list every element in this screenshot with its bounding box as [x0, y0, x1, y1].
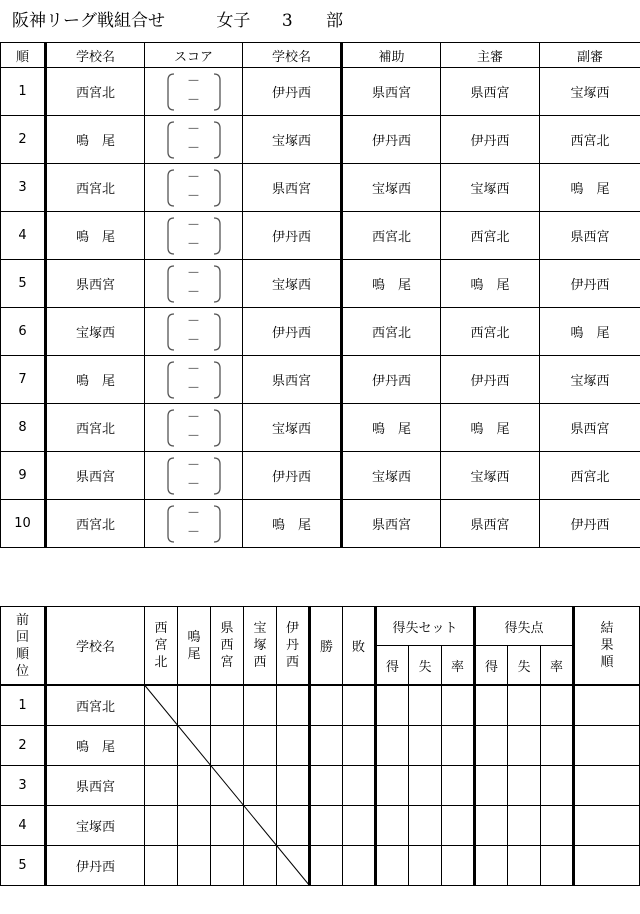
header-score: スコア [145, 43, 243, 68]
score-mark-top: － [186, 409, 200, 425]
loss-count[interactable] [343, 685, 376, 726]
sub-referee-team: 宝塚西 [540, 356, 640, 404]
score-field[interactable] [164, 167, 224, 209]
header-loss: 敗 [343, 607, 376, 686]
loss-count[interactable] [343, 726, 376, 766]
school-a: 県西宮 [46, 452, 145, 500]
school-b: 宝塚西 [243, 404, 342, 452]
referee-team: 鳴 尾 [441, 404, 540, 452]
set-gain[interactable] [376, 806, 409, 846]
prev-rank: 3 [1, 766, 46, 806]
match-result-cell[interactable] [244, 766, 277, 806]
header-point-group: 得失点 [475, 607, 574, 646]
header-point-rate: 率 [541, 646, 574, 686]
header-opp-1: 西宮北 [145, 607, 178, 686]
sub-referee-team: 県西宮 [540, 404, 640, 452]
standings-row [1, 726, 640, 766]
match-result-cell[interactable] [244, 806, 277, 846]
sub-referee-team: 県西宮 [540, 212, 640, 260]
header-result: 結果順 [574, 607, 640, 686]
match-order: 7 [1, 356, 46, 404]
set-rate[interactable] [442, 846, 475, 886]
match-result-cell[interactable] [178, 726, 211, 766]
match-order: 8 [1, 404, 46, 452]
loss-count[interactable] [343, 846, 376, 886]
match-result-cell[interactable] [178, 766, 211, 806]
final-rank[interactable] [574, 766, 640, 806]
schedule-row [1, 452, 640, 500]
point-loss[interactable] [508, 766, 541, 806]
score-mark-top: － [186, 169, 200, 185]
schedule-row [1, 500, 640, 548]
match-result-cell[interactable] [145, 726, 178, 766]
standings-row [1, 766, 640, 806]
schedule-table [0, 42, 640, 548]
referee-team: 宝塚西 [441, 452, 540, 500]
loss-count[interactable] [343, 766, 376, 806]
final-rank[interactable] [574, 726, 640, 766]
schedule-row [1, 404, 640, 452]
score-box [145, 164, 243, 212]
school-b: 伊丹西 [243, 452, 342, 500]
header-opp-5: 伊丹西 [277, 607, 310, 686]
referee-team: 宝塚西 [441, 164, 540, 212]
point-rate[interactable] [541, 806, 574, 846]
header-set-rate: 率 [442, 646, 475, 686]
referee-team: 鳴 尾 [441, 260, 540, 308]
point-gain[interactable] [475, 685, 508, 726]
match-result-cell[interactable] [211, 846, 244, 886]
aux-team: 鳴 尾 [342, 404, 441, 452]
score-box [145, 116, 243, 164]
point-rate[interactable] [541, 685, 574, 726]
set-rate[interactable] [442, 766, 475, 806]
school-b: 鳴 尾 [243, 500, 342, 548]
sub-referee-team: 伊丹西 [540, 500, 640, 548]
prev-rank: 1 [1, 685, 46, 726]
sub-referee-team: 伊丹西 [540, 260, 640, 308]
standings-row [1, 685, 640, 726]
school-name: 伊丹西 [46, 846, 145, 886]
final-rank[interactable] [574, 806, 640, 846]
score-mark-bottom: － [186, 380, 200, 396]
school-b: 宝塚西 [243, 260, 342, 308]
header-aux: 補助 [342, 43, 441, 68]
score-field[interactable] [164, 119, 224, 161]
set-rate[interactable] [442, 726, 475, 766]
set-rate[interactable] [442, 806, 475, 846]
aux-team: 宝塚西 [342, 164, 441, 212]
header-school-a: 学校名 [46, 43, 145, 68]
match-result-cell[interactable] [277, 766, 310, 806]
header-prev-rank: 前回順位 [1, 607, 46, 686]
point-gain[interactable] [475, 766, 508, 806]
score-mark-top: － [186, 361, 200, 377]
match-result-cell[interactable] [211, 726, 244, 766]
school-a: 西宮北 [46, 404, 145, 452]
score-mark-bottom: － [186, 524, 200, 540]
schedule-row [1, 308, 640, 356]
score-mark-bottom: － [186, 428, 200, 444]
score-mark-top: － [186, 265, 200, 281]
match-result-cell[interactable] [244, 726, 277, 766]
match-order: 2 [1, 116, 46, 164]
school-b: 宝塚西 [243, 116, 342, 164]
win-count[interactable] [310, 726, 343, 766]
score-mark-bottom: － [186, 140, 200, 156]
header-set-gain: 得 [376, 646, 409, 686]
set-gain[interactable] [376, 846, 409, 886]
title-number: 3 [281, 11, 293, 31]
prev-rank: 2 [1, 726, 46, 766]
final-rank[interactable] [574, 846, 640, 886]
header-opp-3: 県西宮 [211, 607, 244, 686]
score-mark-bottom: － [186, 284, 200, 300]
score-box [145, 356, 243, 404]
score-mark-top: － [186, 505, 200, 521]
match-order: 1 [1, 68, 46, 116]
schedule-row [1, 356, 640, 404]
school-a: 鳴 尾 [46, 116, 145, 164]
set-loss[interactable] [409, 846, 442, 886]
match-order: 5 [1, 260, 46, 308]
school-a: 県西宮 [46, 260, 145, 308]
match-result-cell[interactable] [244, 846, 277, 886]
schedule-header-row [1, 43, 640, 68]
match-result-cell[interactable] [178, 806, 211, 846]
point-gain[interactable] [475, 846, 508, 886]
match-result-cell[interactable] [145, 846, 178, 886]
standings-table [0, 606, 640, 886]
standings-row [1, 846, 640, 886]
schedule-row [1, 260, 640, 308]
sub-referee-team: 西宮北 [540, 116, 640, 164]
loss-count[interactable] [343, 806, 376, 846]
aux-team: 伊丹西 [342, 356, 441, 404]
score-mark-bottom: － [186, 332, 200, 348]
set-loss[interactable] [409, 685, 442, 726]
set-gain[interactable] [376, 766, 409, 806]
set-gain[interactable] [376, 726, 409, 766]
score-mark-top: － [186, 217, 200, 233]
referee-team: 西宮北 [441, 212, 540, 260]
score-mark-bottom: － [186, 92, 200, 108]
match-order: 10 [1, 500, 46, 548]
score-field[interactable] [164, 215, 224, 257]
school-b: 県西宮 [243, 164, 342, 212]
school-b: 伊丹西 [243, 68, 342, 116]
school-a: 宝塚西 [46, 308, 145, 356]
match-result-cell[interactable] [178, 685, 211, 726]
score-mark-top: － [186, 313, 200, 329]
match-result-cell[interactable] [277, 846, 310, 886]
referee-team: 西宮北 [441, 308, 540, 356]
score-box [145, 308, 243, 356]
set-gain[interactable] [376, 685, 409, 726]
set-loss[interactable] [409, 726, 442, 766]
header-school-b: 学校名 [243, 43, 342, 68]
score-field[interactable] [164, 503, 224, 545]
header-opp-2: 鳴尾 [178, 607, 211, 686]
match-order: 6 [1, 308, 46, 356]
match-result-cell[interactable] [277, 806, 310, 846]
match-result-cell[interactable] [145, 685, 178, 726]
aux-team: 西宮北 [342, 212, 441, 260]
aux-team: 鳴 尾 [342, 260, 441, 308]
header-school: 学校名 [46, 607, 145, 686]
match-result-cell[interactable] [211, 806, 244, 846]
match-result-cell[interactable] [145, 766, 178, 806]
school-name: 県西宮 [46, 766, 145, 806]
title-main: 阪神リーグ戦組合せ [12, 11, 165, 31]
school-b: 伊丹西 [243, 212, 342, 260]
aux-team: 県西宮 [342, 500, 441, 548]
point-loss[interactable] [508, 846, 541, 886]
score-box [145, 212, 243, 260]
title-category: 女子 [216, 11, 251, 31]
score-field[interactable] [164, 71, 224, 113]
sub-referee-team: 宝塚西 [540, 68, 640, 116]
referee-team: 伊丹西 [441, 116, 540, 164]
score-field[interactable] [164, 407, 224, 449]
school-a: 西宮北 [46, 164, 145, 212]
point-gain[interactable] [475, 726, 508, 766]
set-loss[interactable] [409, 766, 442, 806]
school-b: 県西宮 [243, 356, 342, 404]
match-result-cell[interactable] [211, 685, 244, 726]
match-result-cell[interactable] [277, 685, 310, 726]
school-a: 西宮北 [46, 500, 145, 548]
score-box [145, 68, 243, 116]
school-a: 西宮北 [46, 68, 145, 116]
match-result-cell[interactable] [145, 806, 178, 846]
aux-team: 西宮北 [342, 308, 441, 356]
point-loss[interactable] [508, 726, 541, 766]
point-gain[interactable] [475, 806, 508, 846]
point-rate[interactable] [541, 846, 574, 886]
header-win: 勝 [310, 607, 343, 686]
referee-team: 県西宮 [441, 68, 540, 116]
schedule-row [1, 116, 640, 164]
aux-team: 伊丹西 [342, 116, 441, 164]
final-rank[interactable] [574, 685, 640, 726]
header-set-group: 得失セット [376, 607, 475, 646]
schedule-row [1, 212, 640, 260]
win-count[interactable] [310, 766, 343, 806]
score-mark-bottom: － [186, 188, 200, 204]
point-rate[interactable] [541, 766, 574, 806]
header-point-gain: 得 [475, 646, 508, 686]
school-name: 鳴 尾 [46, 726, 145, 766]
score-mark-top: － [186, 73, 200, 89]
set-loss[interactable] [409, 806, 442, 846]
match-result-cell[interactable] [244, 685, 277, 726]
prev-rank: 5 [1, 846, 46, 886]
sub-referee-team: 西宮北 [540, 452, 640, 500]
header-referee: 主審 [441, 43, 540, 68]
score-mark-bottom: － [186, 236, 200, 252]
sub-referee-team: 鳴 尾 [540, 164, 640, 212]
schedule-row [1, 164, 640, 212]
score-field[interactable] [164, 455, 224, 497]
score-field[interactable] [164, 263, 224, 305]
score-mark-top: － [186, 121, 200, 137]
win-count[interactable] [310, 806, 343, 846]
win-count[interactable] [310, 685, 343, 726]
point-loss[interactable] [508, 685, 541, 726]
win-count[interactable] [310, 846, 343, 886]
match-order: 9 [1, 452, 46, 500]
match-result-cell[interactable] [178, 846, 211, 886]
school-a: 鳴 尾 [46, 212, 145, 260]
score-field[interactable] [164, 359, 224, 401]
header-order: 順 [1, 43, 46, 68]
header-set-loss: 失 [409, 646, 442, 686]
score-box [145, 404, 243, 452]
sub-referee-team: 鳴 尾 [540, 308, 640, 356]
point-rate[interactable] [541, 726, 574, 766]
referee-team: 伊丹西 [441, 356, 540, 404]
page-title [12, 6, 343, 31]
prev-rank: 4 [1, 806, 46, 846]
school-name: 宝塚西 [46, 806, 145, 846]
schedule-row [1, 68, 640, 116]
point-loss[interactable] [508, 806, 541, 846]
match-order: 3 [1, 164, 46, 212]
match-order: 4 [1, 212, 46, 260]
school-name: 西宮北 [46, 685, 145, 726]
score-box [145, 260, 243, 308]
score-mark-bottom: － [186, 476, 200, 492]
score-field[interactable] [164, 311, 224, 353]
school-b: 伊丹西 [243, 308, 342, 356]
header-sub-referee: 副審 [540, 43, 640, 68]
score-box [145, 500, 243, 548]
set-rate[interactable] [442, 685, 475, 726]
score-mark-top: － [186, 457, 200, 473]
standings-row [1, 806, 640, 846]
match-result-cell[interactable] [211, 766, 244, 806]
header-opp-4: 宝塚西 [244, 607, 277, 686]
aux-team: 県西宮 [342, 68, 441, 116]
header-point-loss: 失 [508, 646, 541, 686]
score-box [145, 452, 243, 500]
match-result-cell[interactable] [277, 726, 310, 766]
aux-team: 宝塚西 [342, 452, 441, 500]
referee-team: 県西宮 [441, 500, 540, 548]
school-a: 鳴 尾 [46, 356, 145, 404]
title-division: 部 [326, 11, 344, 31]
